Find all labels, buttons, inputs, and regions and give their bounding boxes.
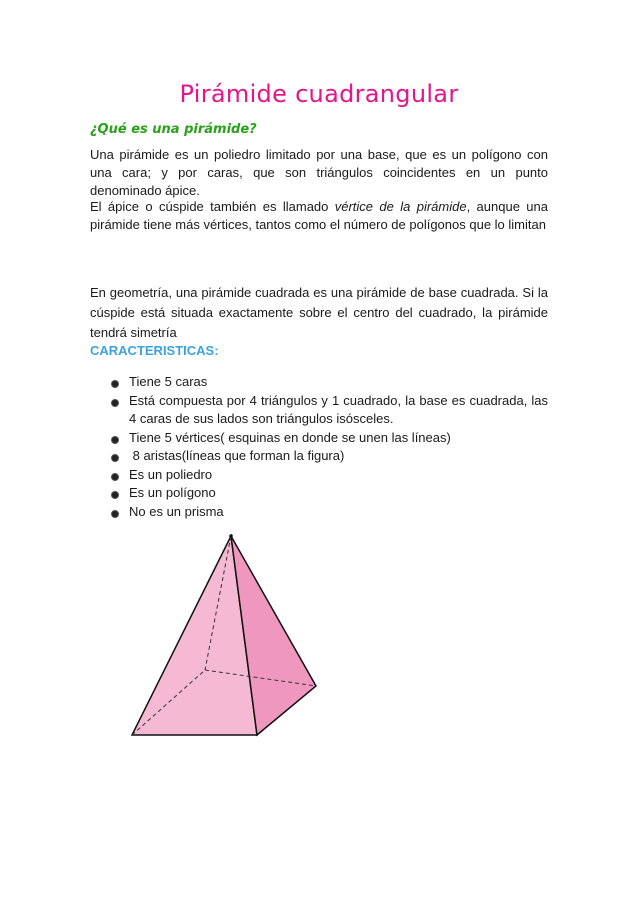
section-heading-characteristics: CARACTERISTICAS: [90,343,219,358]
characteristics-list [90,373,548,521]
paragraph-apex-italic: vértice de la pirámide [334,199,467,214]
paragraph-apex [90,198,548,234]
list-item [90,429,548,448]
list-item-text: Está compuesta por 4 triángulos y 1 cuadrado, la base es cuadrada, las 4 caras de sus lados son triángulos isósceles. [129,392,548,426]
list-item [90,466,548,485]
list-item-text: Tiene 5 caras [129,374,208,389]
bullet-icon [111,380,119,388]
square-pyramid-illustration [128,532,328,742]
paragraph-definition: Una pirámide es un poliedro limitado por una base, que es un polígono con una cara; y por caras, que son triángulos coincidentes en un punto denominado ápice. [90,147,548,198]
list-item-text: Tiene 5 vértices( esquinas en donde se unen las líneas) [129,429,451,445]
paragraph-apex-text-1: El ápice o cúspide también es llamado [90,199,335,214]
bullet-icon [111,491,119,499]
subtitle-question: ¿Qué es una pirámide? [90,122,257,137]
list-item-text: Es un poliedro [129,466,213,482]
bullet-icon [111,436,119,444]
bullet-icon [111,399,119,407]
list-item-text: Es un polígono [129,485,216,500]
list-item [90,447,548,466]
paragraph-apex-text-2: , aunque una pirámide tiene más vértices, tantos como el número de polígonos que lo limitan [90,199,548,232]
list-item [90,484,548,503]
paragraph-square-pyramid: En geometría, una pirámide cuadrada es una pirámide de base cuadrada. Si la cúspide está situada exactamente sobre el centro del cuadrado, la pirámide tendrá simetría [90,285,548,340]
list-item-text: 8 aristas(líneas que forman la figura) [129,448,345,463]
bullet-icon [111,473,119,481]
bullet-icon [111,510,119,518]
page-title: Pirámide cuadrangular [179,80,459,108]
list-item [90,503,548,522]
list-item [90,373,548,392]
list-item-text: No es un prisma [129,503,224,519]
list-item [90,392,548,429]
apex-point [229,534,233,538]
bullet-icon [111,454,119,462]
